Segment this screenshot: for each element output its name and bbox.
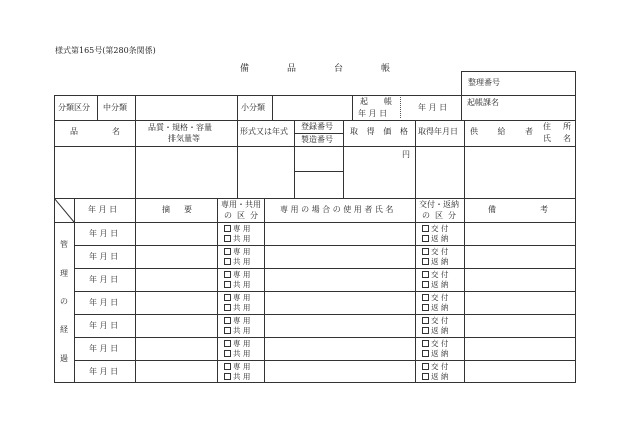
dotted-divider <box>400 97 401 118</box>
hinshitsu-header-sub: 排気量等 <box>168 134 200 143</box>
grid-line <box>461 71 462 95</box>
grid-line <box>74 291 575 292</box>
kubun-char: 区 <box>435 211 443 220</box>
kakaku-char: 得 <box>366 127 375 136</box>
checkbox-icon[interactable] <box>422 327 429 334</box>
checkbox-label: 専 用 <box>233 316 251 325</box>
checkbox-icon[interactable] <box>224 317 231 324</box>
bunrui-kubun-label: 分類区分 <box>58 103 90 112</box>
checkbox-label: 返 納 <box>431 234 449 243</box>
grid-line <box>343 120 344 198</box>
checkbox-label: 交 付 <box>431 270 449 279</box>
henno-option[interactable] <box>422 304 448 312</box>
senyo-option[interactable] <box>224 225 250 233</box>
checkbox-icon[interactable] <box>224 281 231 288</box>
senyo-kubun-header-sub <box>224 212 258 220</box>
henno-option[interactable] <box>422 281 448 289</box>
grid-line <box>464 120 465 198</box>
checkbox-label: 交 付 <box>431 362 449 371</box>
senyo-option[interactable] <box>224 294 250 302</box>
hinmei-char: 名 <box>112 127 120 136</box>
history-row-date: 年 月 日 <box>89 344 119 353</box>
senyo-option[interactable] <box>224 317 250 325</box>
title-char: 台 <box>333 64 343 74</box>
checkbox-label: 専 用 <box>233 339 251 348</box>
keishiki-header: 形式又は年式 <box>240 127 288 136</box>
checkbox-label: 交 付 <box>431 224 449 233</box>
kicho-char: 起 <box>360 97 368 106</box>
grid-line <box>135 120 136 198</box>
page-title <box>240 61 390 74</box>
checkbox-label: 交 付 <box>431 339 449 348</box>
kyokyu-char: 者 <box>525 127 533 136</box>
grid-line <box>461 95 462 120</box>
jusho-header <box>543 123 571 131</box>
kicho-char: 帳 <box>384 97 392 106</box>
shiyosha-header: 専 用 の 場 合 の 使 用 者 氏 名 <box>280 205 394 214</box>
grid-line <box>575 71 576 383</box>
jusho-char: 所 <box>563 122 571 131</box>
checkbox-icon[interactable] <box>224 363 231 370</box>
kofu-option[interactable] <box>422 248 448 256</box>
grid-line <box>264 198 265 383</box>
checkbox-label: 返 納 <box>431 280 449 289</box>
hinmei-char: 品 <box>70 127 78 136</box>
grid-line <box>135 95 136 120</box>
checkbox-icon[interactable] <box>422 235 429 242</box>
checkbox-icon[interactable] <box>422 258 429 265</box>
checkbox-icon[interactable] <box>224 271 231 278</box>
hinmei-header <box>70 128 120 136</box>
checkbox-label: 共 用 <box>233 303 251 312</box>
seizo-bango-header: 製造番号 <box>301 135 333 144</box>
kyoyo-option[interactable] <box>224 304 250 312</box>
tekiyo-header <box>162 206 192 214</box>
checkbox-icon[interactable] <box>422 248 429 255</box>
checkbox-icon[interactable] <box>422 225 429 232</box>
henno-option[interactable] <box>422 373 448 381</box>
kyoyo-option[interactable] <box>224 258 250 266</box>
seiri-bango-label: 整理番号 <box>468 78 500 87</box>
checkbox-label: 専 用 <box>233 224 251 233</box>
checkbox-label: 返 納 <box>431 303 449 312</box>
shimei-char: 名 <box>563 134 571 143</box>
kubun-char: 分 <box>448 211 456 220</box>
kofu-kubun-header-sub <box>422 212 456 220</box>
checkbox-label: 交 付 <box>431 293 449 302</box>
checkbox-icon[interactable] <box>224 350 231 357</box>
yen-unit: 円 <box>402 150 410 159</box>
side-label-char: の <box>60 297 68 306</box>
checkbox-icon[interactable] <box>224 327 231 334</box>
henno-option[interactable] <box>422 235 448 243</box>
kofu-option[interactable] <box>422 340 448 348</box>
checkbox-label: 専 用 <box>233 362 251 371</box>
title-char: 品 <box>286 64 296 74</box>
grid-line <box>74 360 575 361</box>
checkbox-icon[interactable] <box>224 294 231 301</box>
kubun-char: 分 <box>250 211 258 220</box>
grid-line <box>135 198 136 383</box>
hinshitsu-header: 品質・規格・容量 <box>148 123 212 132</box>
history-row-date: 年 月 日 <box>89 321 119 330</box>
grid-line <box>294 133 343 134</box>
kyoyo-option[interactable] <box>224 373 250 381</box>
checkbox-icon[interactable] <box>422 350 429 357</box>
grid-line <box>74 337 575 338</box>
grid-line <box>74 198 75 383</box>
senyo-kubun-header: 専用・共用 <box>221 200 261 209</box>
kyokyu-char: 給 <box>497 127 506 136</box>
kyoyo-option[interactable] <box>224 327 250 335</box>
checkbox-icon[interactable] <box>224 248 231 255</box>
checkbox-icon[interactable] <box>422 294 429 301</box>
kicho-kamei-label: 起帳課名 <box>467 98 499 107</box>
kicho-label <box>360 98 392 106</box>
tekiyo-char: 要 <box>184 205 192 214</box>
grid-line <box>294 171 343 172</box>
henno-option[interactable] <box>422 327 448 335</box>
title-char: 備 <box>240 64 250 74</box>
kofu-kubun-header: 交付・返納 <box>419 200 459 209</box>
form-number-label: 様式第165号(第280条関係) <box>55 46 156 55</box>
title-char: 帳 <box>380 64 390 74</box>
kicho-date-label: 年 月 日 <box>358 109 388 118</box>
corner-diagonal <box>54 198 75 223</box>
toroku-bango-header: 登録番号 <box>301 122 333 131</box>
grid-line <box>97 95 98 120</box>
grid-line <box>415 198 416 383</box>
kyoyo-option[interactable] <box>224 235 250 243</box>
checkbox-label: 専 用 <box>233 293 251 302</box>
checkbox-icon[interactable] <box>422 271 429 278</box>
senyo-option[interactable] <box>224 340 250 348</box>
history-row-date: 年 月 日 <box>89 275 119 284</box>
kyoyo-option[interactable] <box>224 350 250 358</box>
kubun-char: 区 <box>237 211 245 220</box>
henno-option[interactable] <box>422 350 448 358</box>
checkbox-label: 返 納 <box>431 326 449 335</box>
biko-char: 備 <box>488 205 496 214</box>
checkbox-icon[interactable] <box>224 304 231 311</box>
checkbox-label: 共 用 <box>233 326 251 335</box>
jusho-char: 住 <box>543 122 551 131</box>
checkbox-label: 専 用 <box>233 247 251 256</box>
grid-line <box>54 198 575 199</box>
grid-line <box>54 95 55 383</box>
checkbox-icon[interactable] <box>224 373 231 380</box>
grid-line <box>54 222 575 223</box>
checkbox-label: 返 納 <box>431 257 449 266</box>
tekiyo-char: 摘 <box>162 205 170 214</box>
kofu-option[interactable] <box>422 363 448 371</box>
checkbox-label: 共 用 <box>233 349 251 358</box>
side-label-char: 経 <box>60 325 68 334</box>
grid-line <box>74 268 575 269</box>
grid-line <box>237 95 238 120</box>
kakaku-char: 格 <box>399 127 408 136</box>
shimei-header <box>543 135 571 143</box>
sho-bunrui-label: 小分類 <box>241 103 265 112</box>
shimei-char: 氏 <box>543 134 551 143</box>
checkbox-label: 共 用 <box>233 257 251 266</box>
biko-header <box>488 206 548 214</box>
grid-line <box>74 245 575 246</box>
checkbox-icon[interactable] <box>422 281 429 288</box>
kubun-char: の <box>422 211 430 220</box>
side-label-char: 管 <box>60 240 68 249</box>
grid-line <box>74 314 575 315</box>
checkbox-icon[interactable] <box>224 235 231 242</box>
chu-bunrui-label: 中分類 <box>103 103 127 112</box>
history-row-date: 年 月 日 <box>89 229 119 238</box>
kyokyu-char: 供 <box>470 127 478 136</box>
kakaku-char: 取 <box>350 127 358 136</box>
senyo-option[interactable] <box>224 248 250 256</box>
biko-char: 考 <box>540 205 548 214</box>
kofu-option[interactable] <box>422 294 448 302</box>
side-label-char: 理 <box>60 269 68 278</box>
kofu-option[interactable] <box>422 225 448 233</box>
checkbox-label: 共 用 <box>233 234 251 243</box>
checkbox-label: 共 用 <box>233 372 251 381</box>
side-label-char: 過 <box>60 354 68 363</box>
history-row-date: 年 月 日 <box>89 298 119 307</box>
grid-line <box>54 120 575 121</box>
senyo-option[interactable] <box>224 363 250 371</box>
senyo-option[interactable] <box>224 271 250 279</box>
grid-line <box>237 120 238 198</box>
kyoyo-option[interactable] <box>224 281 250 289</box>
grid-line <box>415 120 416 198</box>
checkbox-icon[interactable] <box>422 304 429 311</box>
grid-line <box>464 198 465 383</box>
kofu-option[interactable] <box>422 271 448 279</box>
grid-line <box>294 120 295 198</box>
kofu-option[interactable] <box>422 317 448 325</box>
checkbox-icon[interactable] <box>422 317 429 324</box>
checkbox-label: 返 納 <box>431 349 449 358</box>
grid-line <box>217 198 218 383</box>
checkbox-icon[interactable] <box>422 340 429 347</box>
checkbox-icon[interactable] <box>224 225 231 232</box>
checkbox-icon[interactable] <box>422 373 429 380</box>
shutoku-kakaku-header <box>350 128 408 136</box>
kakaku-char: 価 <box>383 127 392 136</box>
grid-line <box>54 95 575 96</box>
kicho-date-value: 年 月 日 <box>418 103 448 112</box>
checkbox-label: 専 用 <box>233 270 251 279</box>
checkbox-icon[interactable] <box>422 363 429 370</box>
history-row-date: 年 月 日 <box>89 252 119 261</box>
checkbox-label: 交 付 <box>431 316 449 325</box>
grid-line <box>54 382 575 383</box>
checkbox-label: 共 用 <box>233 280 251 289</box>
checkbox-label: 返 納 <box>431 372 449 381</box>
shutoku-nengappi-header: 取得年月日 <box>418 127 458 136</box>
grid-line <box>272 95 273 120</box>
checkbox-label: 交 付 <box>431 247 449 256</box>
grid-line <box>352 95 353 120</box>
grid-line <box>54 146 575 147</box>
checkbox-icon[interactable] <box>224 340 231 347</box>
history-date-header: 年 月 日 <box>88 205 118 214</box>
kubun-char: の <box>224 211 232 220</box>
kyokyusha-header <box>470 128 533 136</box>
grid-line <box>461 71 575 72</box>
henno-option[interactable] <box>422 258 448 266</box>
checkbox-icon[interactable] <box>224 258 231 265</box>
history-row-date: 年 月 日 <box>89 367 119 376</box>
